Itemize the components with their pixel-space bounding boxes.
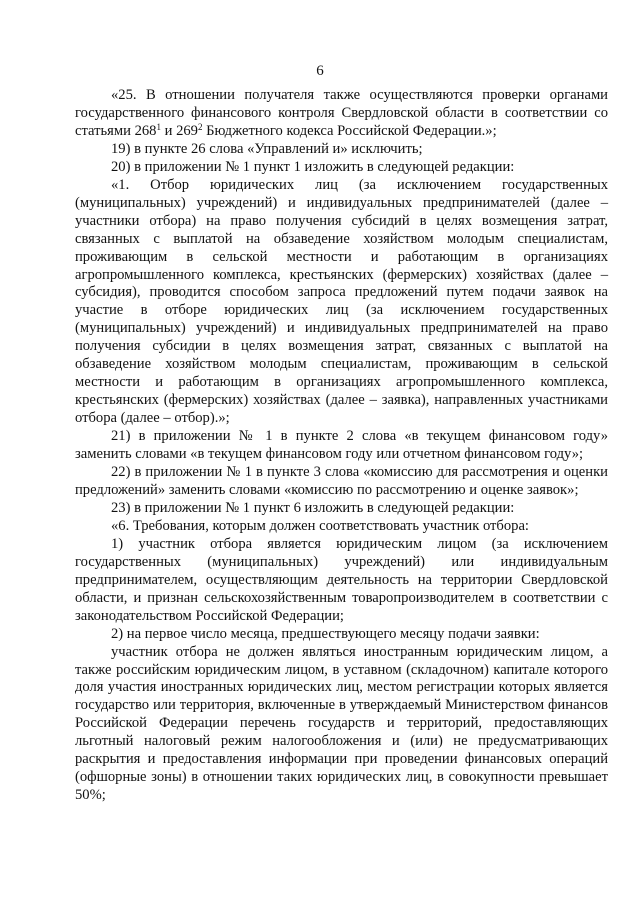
page-number: 6 (316, 63, 324, 79)
superscript-2: 2 (197, 121, 203, 132)
document-body (75, 87, 608, 805)
paragraph-6-intro: «6. Требования, которым должен соответствовать участник отбора: (111, 517, 529, 534)
paragraph-22: 22) в приложении № 1 в пункте 3 слова «комиссию для рассмотрения и оценки предложений» заменить словами «комиссию по рассмотрению и оценке заявок»; (75, 464, 608, 498)
paragraph-25-part-2: и 269 (160, 122, 198, 139)
paragraph-1-text: «1. Отбор юридических лиц (за исключением государственных (муниципальных) учреждений) и индивидуальных предпринимателей (далее – участники отбора) на право получения субсидий в целях возмещения затрат, связанных с выплатой на обзаведение хозяйством молодым специалистам, проживающим в сельской местности и работающим в организациях агропромышленного комплекса, крестьянских (фермерских) хозяйствах (далее – субсидия), проводится способом запроса предложений путем подачи заявок на участие в отборе юридических лиц (за исключением государственных (муниципальных) учреждений) и индивидуальных предпринимателей на право получения субсидии в целях возмещения затрат, связанных с выплатой на обзаведение хозяйством молодым специалистам, проживающим в сельской местности и работающим в организациях агропромышленного комплекса, крестьянских (фермерских) хозяйствах (далее – заявка), направленных участниками отбора (далее – отбор).»; (75, 176, 608, 427)
paragraph-6-item-2a: участник отбора не должен являться иностранным юридическим лицом, а также российским юридическим лицом, в уставном (складочном) капитале которого доля участия иностранных юридических лиц, местом регистрации которых является государство или территория, включенные в утверждаемый Министерством финансов Российской Федерации перечень государств и территорий, предоставляющих льготный налоговый режим налогообложения и (или) не предусматривающих раскрытия и предоставления информации при проведении финансовых операций (офшорные зоны) в отношении таких юридических лиц, в совокупности превышает 50%; (75, 643, 608, 804)
paragraph-6-item-2: 2) на первое число месяца, предшествующего месяцу подачи заявки: (111, 625, 540, 642)
paragraph-25-part-1: «25. В отношении получателя также осуществляются проверки органами государственного финансового контроля Свердловской области в соответствии со статьями 268 (75, 87, 608, 139)
paragraph-20: 20) в приложении № 1 пункт 1 изложить в следующей редакции: (111, 158, 515, 175)
paragraph-25 (75, 87, 608, 141)
paragraph-25-part-3: Бюджетного кодекса Российской Федерации.»; (202, 122, 497, 139)
paragraph-23: 23) в приложении № 1 пункт 6 изложить в следующей редакции: (111, 499, 515, 516)
paragraph-19: 19) в пункте 26 слова «Управлений и» исключить; (111, 140, 423, 157)
paragraph-6-item-1: 1) участник отбора является юридическим лицом (за исключением государственных (муниципальных) учреждений) или индивидуальным предпринимателем, осуществляющим деятельность на территории Свердловской области, и признан сельскохозяйственным товаропроизводителем в соответствии с законодательством Российской Федерации; (75, 535, 608, 624)
paragraph-21: 21) в приложении № 1 в пункте 2 слова «в текущем финансовом году» заменить словами «в текущем финансовом году или отчетном финансовом году»; (75, 428, 608, 463)
superscript-1: 1 (156, 121, 161, 132)
